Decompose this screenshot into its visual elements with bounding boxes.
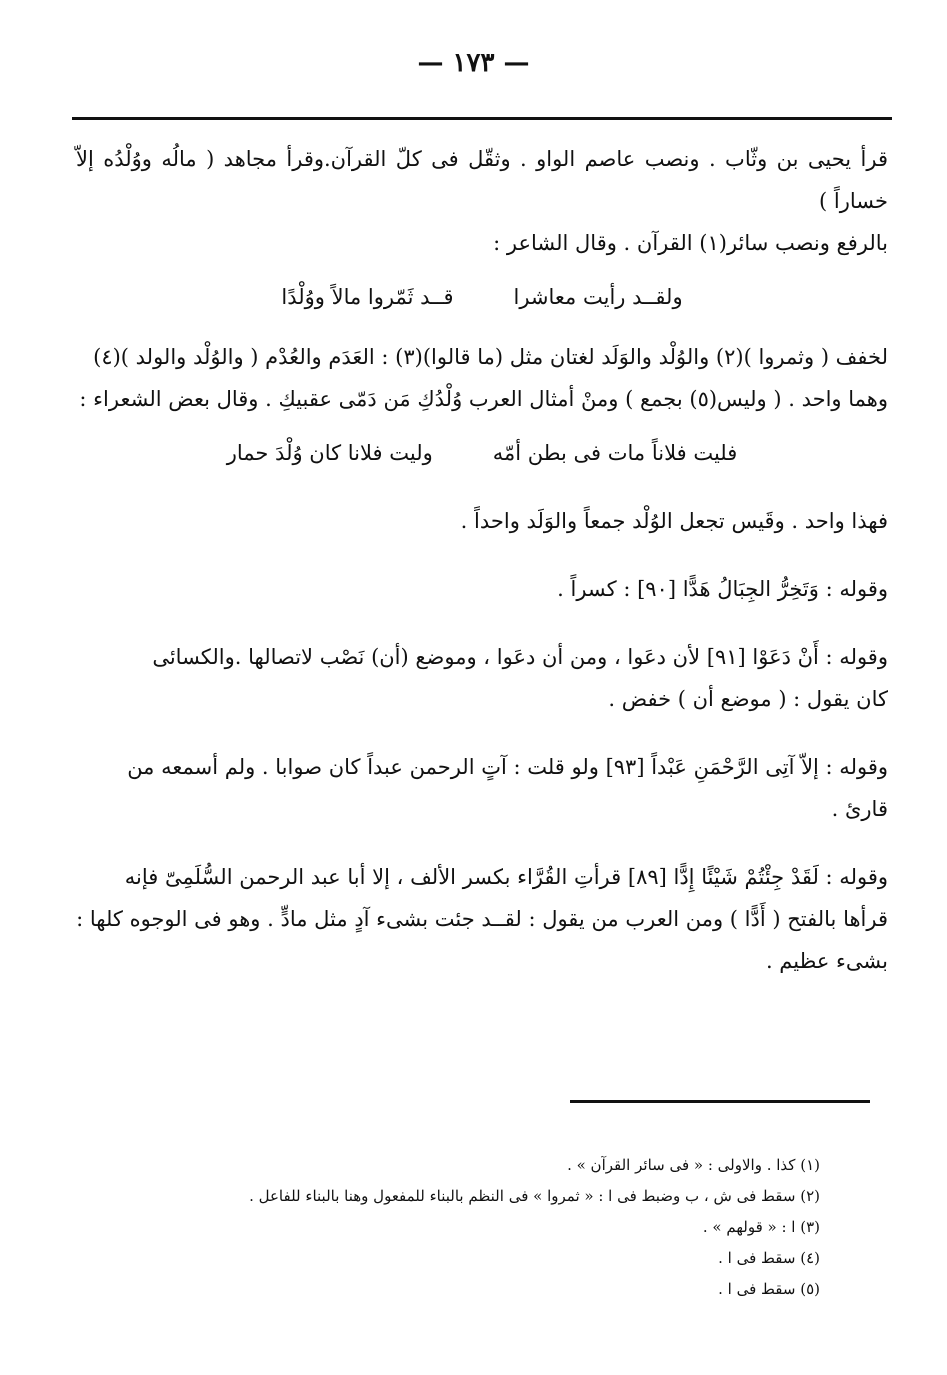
verse-2	[76, 432, 888, 474]
footnote-2: (٢) سقط فى ش ، ب وضبط فى ا : « ثمروا » فى النظم بالبناء للمفعول وهنا بالبناء للفاعل .	[249, 1187, 820, 1205]
verse-1	[76, 276, 888, 318]
verse-2-second-hemistich: وليت فلانا كان وُلْدَ حمار	[226, 441, 433, 465]
verse-1-first-hemistich: ولقــد رأيت معاشرا	[513, 285, 683, 309]
paragraph-5-line-1: وقوله : أَنْ دَعَوْا [٩١] لأن دعَوا ، ومن أن دعَوا ، وموضع (أن) نَصْب لاتصالها .والكسائى	[152, 645, 888, 669]
page-number: — ١٧٣ —	[417, 48, 530, 78]
paragraph-6-line-2: قارئ .	[831, 797, 888, 821]
paragraph-1-line-2: بالرفع ونصب سائر(١) القرآن . وقال الشاعر :	[493, 231, 888, 255]
paragraph-6-line-1: وقوله : إلاّ آتِى الرَّحْمَنِ عَبْداً [٩٣] ولو قلت : آتٍ الرحمن عبداً كان صوابا . ولم أسمعه من	[127, 755, 888, 779]
paragraph-2-line-2: وهما واحد . ( وليس(٥) بجمع ) ومنْ أمثال العرب وُلْدُكِ مَن دَمّى عقبيكِ . وقال بعض الشعراء :	[79, 387, 888, 411]
paragraph-2-line-1: لخفف ( وثمروا )(٢) والوُلْد والوَلَد لغتان مثل (ما قالوا)(٣) : العَدَم والعُدْم ( والوُلْد والولد )(٤)	[93, 345, 888, 369]
paragraph-7-line-2: قرأها بالفتح ( أَدًّا ) ومن العرب من يقول : لقــد جئت بشىء آدٍ مثل مادٍّ . وهو فى الوجوه كلها :	[76, 907, 888, 931]
header-rule	[72, 117, 892, 120]
paragraph-7-line-3: بشىء عظيم .	[765, 949, 888, 973]
footnote-1: (١) كذا . والاولى : « فى سائر القرآن » .	[567, 1156, 820, 1174]
paragraph-5-line-2: كان يقول : ( موضع أن ) خفض .	[608, 687, 888, 711]
paragraph-3: فهذا واحد . وقَيس تجعل الوُلْد جمعاً والوَلَد واحداً .	[460, 509, 888, 533]
paragraph-1-line-1: قرأ يحيى بن وثّاب . ونصب عاصم الواو . وثقّل فى كلّ القرآن.وقرأ مجاهد ( مالُه ووُلْدُه إلاّ خساراً )	[76, 147, 888, 213]
footnote-5: (٥) سقط فى ا .	[718, 1280, 820, 1298]
paragraph-7-line-1: وقوله : لَقَدْ جِئْتُمْ شَيْئًا إِدًّا [٨٩] قرأتِ القُرَّاء بكسر الألف ، إلا أبا عبد الرحمن السُّلَمِىّ فإنه	[124, 865, 888, 889]
verse-2-first-hemistich: فليت فلاناً مات فى بطن أمّه	[492, 441, 738, 465]
main-text	[76, 138, 888, 982]
footnote-4: (٤) سقط فى ا .	[718, 1249, 820, 1267]
verse-1-second-hemistich: قــد ثَمّروا مالاً ووُلْدًا	[281, 285, 454, 309]
footnotes	[150, 1150, 820, 1305]
footnote-rule	[570, 1100, 870, 1103]
paragraph-4: وقوله : وَتَخِرُّ الجِبَالُ هَدًّا [٩٠] : كسراً .	[557, 577, 888, 601]
footnote-3: (٣) ا : « قولهم » .	[702, 1218, 820, 1236]
